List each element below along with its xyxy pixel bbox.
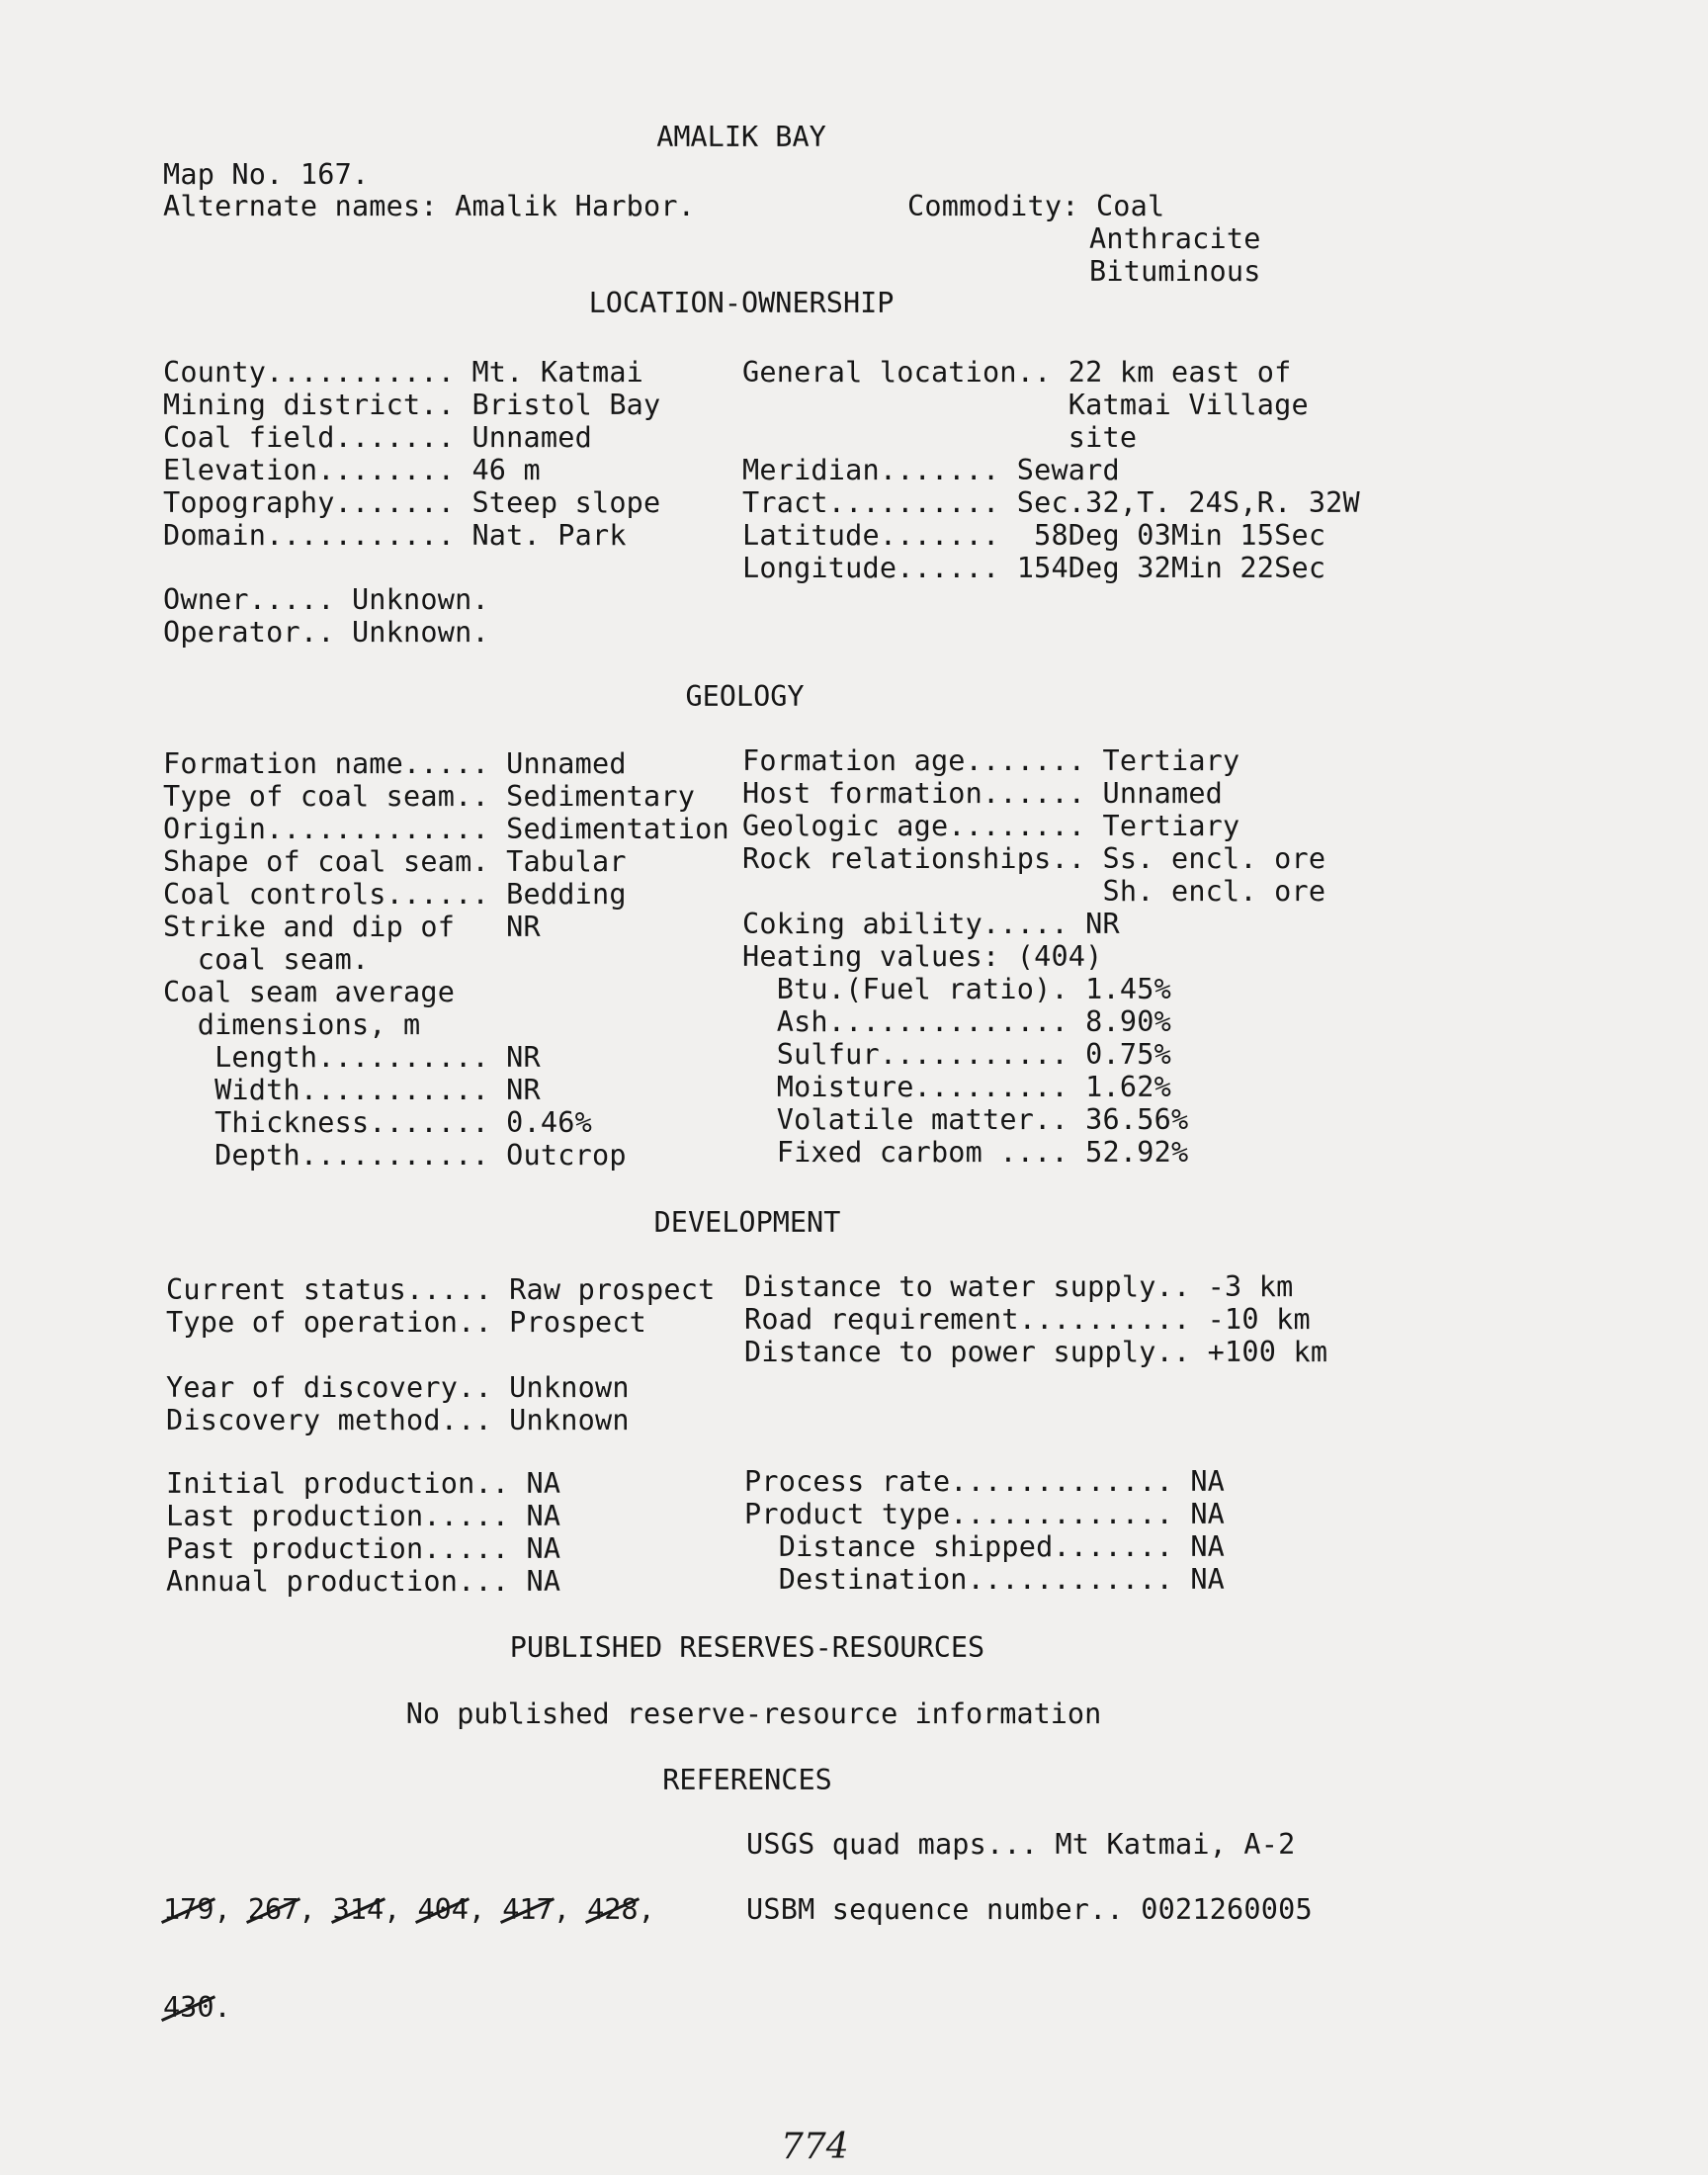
commodity: Commodity: Coal	[907, 190, 1165, 222]
geology-field: Host formation...... Unnamed	[742, 777, 1224, 810]
geology-field: Thickness....... 0.46%	[163, 1106, 592, 1139]
geology-field: Coal controls...... Bedding	[163, 878, 627, 911]
crossed-reference-number: 404	[417, 1893, 469, 1926]
geology-field: Heating values: (404)	[742, 940, 1103, 973]
section-development-heading: DEVELOPMENT	[653, 1206, 841, 1239]
location-field: Topography....... Steep slope	[163, 486, 661, 519]
product-field: Process rate............. NA	[744, 1465, 1226, 1498]
section-geology-heading: GEOLOGY	[685, 680, 805, 713]
location-field: site	[742, 421, 1138, 454]
location-field: Coal field....... Unnamed	[163, 421, 592, 454]
location-field: Domain........... Nat. Park	[163, 519, 627, 552]
geology-field: Btu.(Fuel ratio). 1.45%	[742, 973, 1171, 1005]
geology-field: Fixed carbom .... 52.92%	[742, 1136, 1189, 1169]
location-left-column	[163, 356, 660, 552]
location-field: Longitude...... 154Deg 32Min 22Sec	[742, 552, 1326, 584]
location-field: Katmai Village	[742, 389, 1309, 421]
geology-field: Ash.............. 8.90%	[742, 1005, 1171, 1038]
section-location-heading: LOCATION-OWNERSHIP	[588, 287, 895, 319]
commodity-3: Bituminous	[1089, 255, 1261, 288]
usbm-sequence-number: USBM sequence number.. 0021260005	[746, 1893, 1313, 1926]
geology-field: Rock relationships.. Ss. encl. ore	[742, 842, 1326, 875]
geology-field: Type of coal seam.. Sedimentary	[163, 780, 696, 813]
product-field: Product type............. NA	[744, 1498, 1226, 1530]
references-line-1: 179, 267, 314, 404, 417, 428,	[163, 1893, 655, 1926]
product-field: Distance shipped....... NA	[744, 1530, 1226, 1563]
geology-field: Moisture......... 1.62%	[742, 1071, 1171, 1103]
location-right-column	[742, 356, 1360, 584]
section-references-heading: REFERENCES	[662, 1764, 832, 1796]
geology-field: Shape of coal seam. Tabular	[163, 845, 627, 878]
geology-field: Coking ability..... NR	[742, 908, 1120, 940]
geology-field: Formation name..... Unnamed	[163, 747, 627, 780]
product-field: Destination............ NA	[744, 1563, 1226, 1596]
geology-field: dimensions, m	[163, 1008, 421, 1041]
development-field: Distance to water supply.. -3 km	[744, 1270, 1294, 1303]
crossed-reference-number: 428	[587, 1893, 639, 1926]
development-field: Type of operation.. Prospect	[166, 1306, 647, 1339]
crossed-out-references	[163, 1828, 655, 2056]
references-line-2: 430.	[163, 1991, 231, 2024]
development-field: Year of discovery.. Unknown	[166, 1371, 630, 1404]
geology-left-column	[163, 747, 729, 1172]
operator: Operator.. Unknown.	[163, 616, 489, 649]
geology-field: Geologic age........ Tertiary	[742, 810, 1240, 842]
geology-field: Formation age....... Tertiary	[742, 744, 1240, 777]
alternate-names: Alternate names: Amalik Harbor.	[163, 190, 696, 222]
location-field: Tract.......... Sec.32,T. 24S,R. 32W	[742, 486, 1360, 519]
location-field: Latitude....... 58Deg 03Min 15Sec	[742, 519, 1326, 552]
development-field: Road requirement.......... -10 km	[744, 1303, 1311, 1336]
geology-field: Strike and dip of NR	[163, 911, 541, 943]
page-number: 774	[781, 2127, 849, 2167]
commodity-2: Anthracite	[1089, 222, 1261, 255]
development-status-column	[166, 1273, 715, 1339]
development-product-column	[744, 1465, 1225, 1596]
usgs-quad-maps: USGS quad maps... Mt Katmai, A-2	[746, 1828, 1296, 1861]
crossed-reference-number: 179	[163, 1893, 214, 1926]
development-production-column	[166, 1467, 560, 1598]
geology-field: Depth........... Outcrop	[163, 1139, 627, 1172]
geology-field: Sulfur........... 0.75%	[742, 1038, 1171, 1071]
development-field: Current status..... Raw prospect	[166, 1273, 716, 1306]
geology-field: Sh. encl. ore	[742, 875, 1326, 908]
crossed-reference-number: 314	[332, 1893, 384, 1926]
location-field: County........... Mt. Katmai	[163, 356, 644, 389]
development-discovery-column	[166, 1371, 630, 1436]
location-field: General location.. 22 km east of	[742, 356, 1292, 389]
geology-field: Width........... NR	[163, 1074, 541, 1106]
location-field: Elevation........ 46 m	[163, 454, 541, 486]
production-field: Past production..... NA	[166, 1532, 561, 1565]
geology-field: Coal seam average	[163, 976, 456, 1008]
page-title: AMALIK BAY	[656, 121, 826, 153]
production-field: Initial production.. NA	[166, 1467, 561, 1500]
owner: Owner..... Unknown.	[163, 583, 489, 616]
section-reserves-heading: PUBLISHED RESERVES-RESOURCES	[509, 1631, 985, 1664]
geology-right-column	[742, 744, 1325, 1169]
location-field: Mining district.. Bristol Bay	[163, 389, 661, 421]
development-field: Distance to power supply.. +100 km	[744, 1336, 1328, 1368]
crossed-reference-number: 267	[247, 1893, 299, 1926]
crossed-reference-number: 417	[502, 1893, 554, 1926]
development-field: Discovery method... Unknown	[166, 1404, 630, 1436]
map-number: Map No. 167.	[163, 158, 370, 191]
geology-field: coal seam.	[163, 943, 370, 976]
geology-field: Length.......... NR	[163, 1041, 541, 1074]
development-distance-column	[744, 1270, 1327, 1368]
reserves-text: No published reserve-resource information	[405, 1697, 1102, 1730]
geology-field: Origin............. Sedimentation	[163, 813, 729, 845]
production-field: Annual production... NA	[166, 1565, 561, 1598]
location-field: Meridian....... Seward	[742, 454, 1120, 486]
crossed-reference-number: 430	[163, 1991, 214, 2024]
geology-field: Volatile matter.. 36.56%	[742, 1103, 1189, 1136]
production-field: Last production..... NA	[166, 1500, 561, 1532]
